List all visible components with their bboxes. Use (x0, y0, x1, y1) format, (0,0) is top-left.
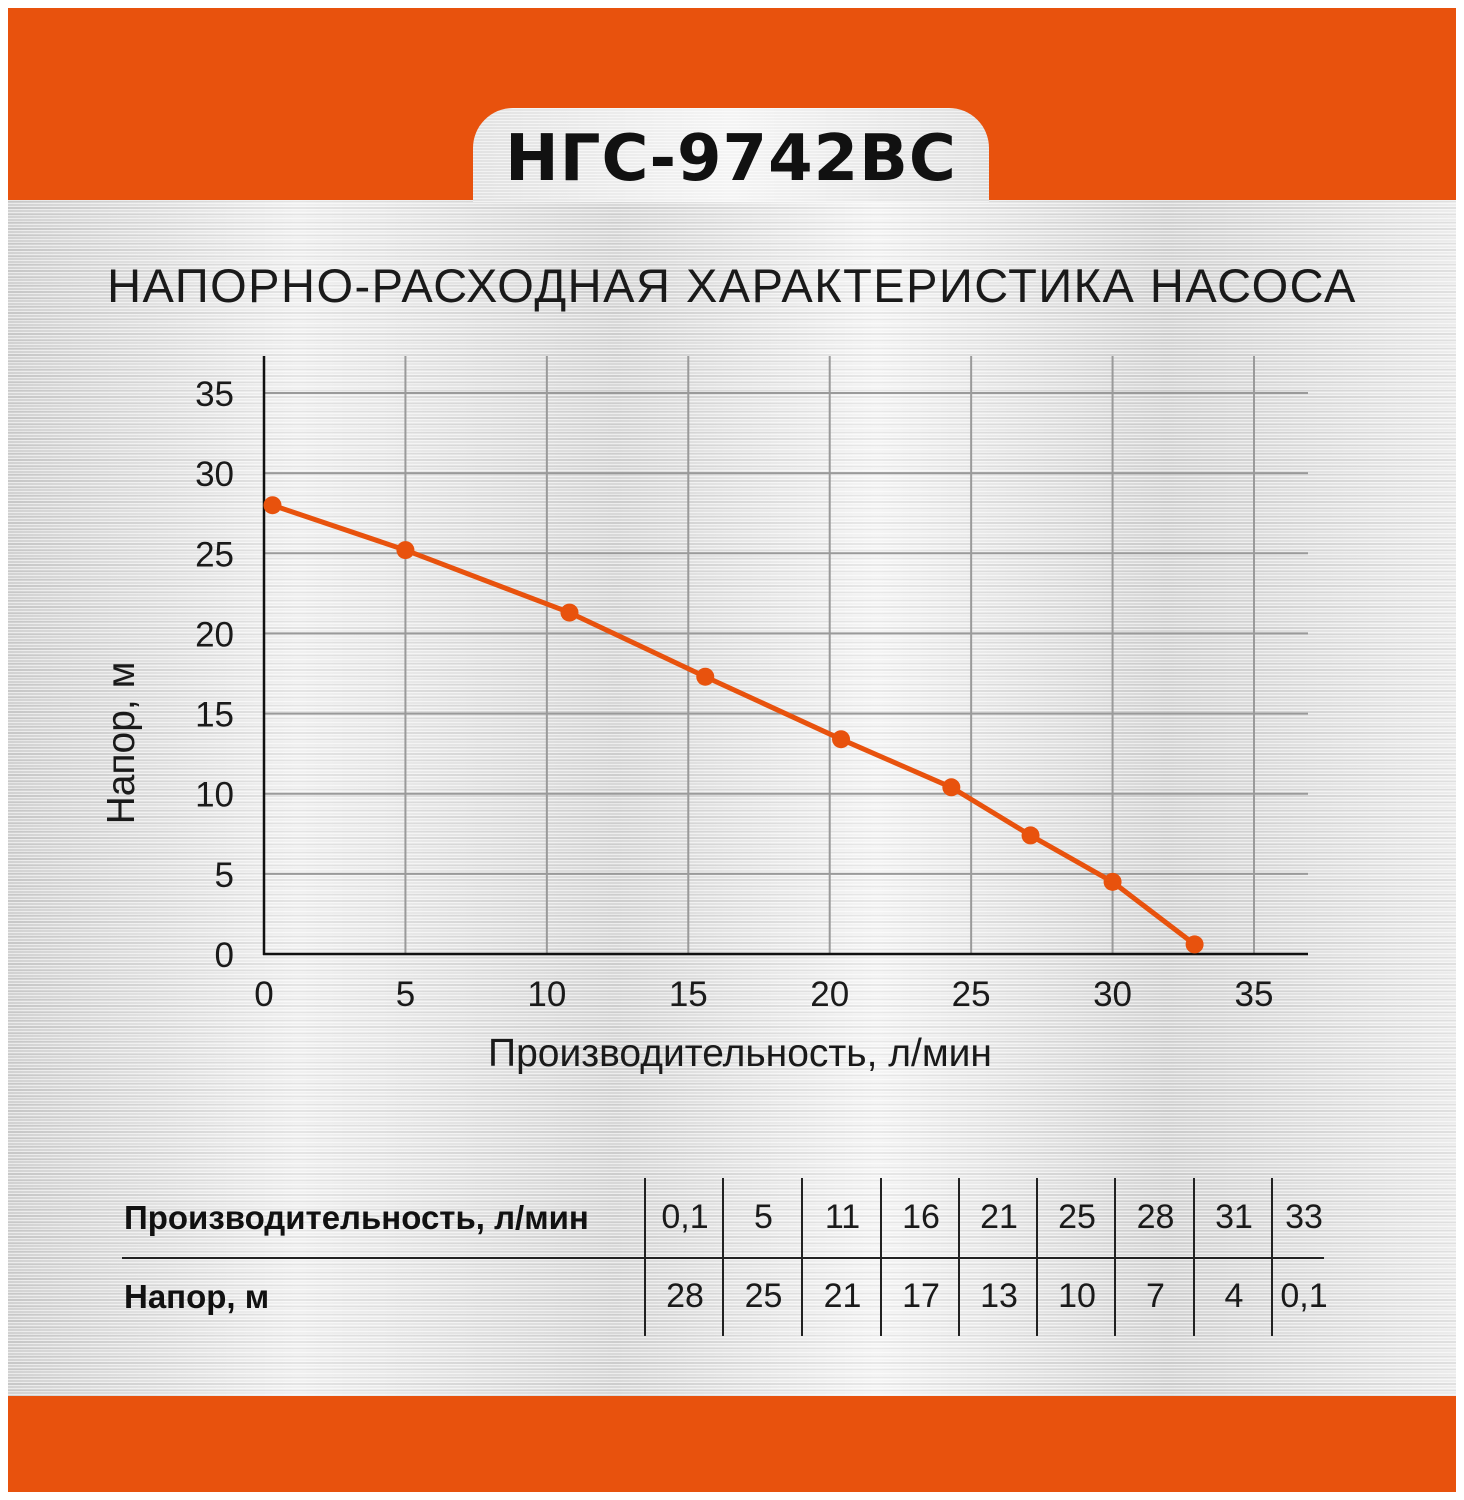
x-tick-label: 35 (1234, 975, 1274, 1014)
data-point (396, 541, 414, 559)
x-tick-label: 15 (668, 975, 708, 1014)
x-tick-label: 20 (810, 975, 850, 1014)
table-cell-head: 0,1 (1280, 1277, 1328, 1315)
row-header-flow: Производительность, л/мин (124, 1199, 589, 1236)
table-cell-flow: 28 (1136, 1198, 1175, 1236)
table-column-divider (801, 1178, 803, 1336)
grid-lines (264, 356, 1308, 954)
table-cell-head: 25 (744, 1277, 783, 1315)
table-column-divider (1271, 1178, 1273, 1336)
data-point (560, 604, 578, 622)
y-tick-label: 35 (195, 375, 234, 414)
table-column-divider (1193, 1178, 1195, 1336)
data-point (1022, 826, 1040, 844)
data-point (263, 496, 281, 514)
table-cell-head: 28 (666, 1277, 704, 1315)
table-column-divider (880, 1178, 882, 1336)
table-cell-flow: 16 (902, 1198, 940, 1236)
table-cell-head: 7 (1146, 1277, 1165, 1315)
y-tick-label: 5 (214, 855, 234, 895)
y-tick-label: 30 (195, 455, 234, 495)
x-axis-label: Производительность, л/мин (488, 1032, 992, 1075)
y-tick-label: 0 (214, 936, 234, 975)
table-cell-flow: 31 (1215, 1198, 1253, 1236)
table-cell-flow: 0,1 (661, 1198, 709, 1236)
y-tick-label: 15 (195, 695, 234, 735)
data-point (1186, 935, 1204, 953)
x-tick-label: 5 (395, 975, 416, 1014)
y-tick-labels (195, 375, 234, 975)
table-cell-head: 4 (1224, 1277, 1244, 1315)
table-row-head (122, 1257, 1332, 1336)
x-tick-label: 10 (527, 975, 567, 1014)
table-cell-head: 10 (1058, 1277, 1096, 1315)
data-point (942, 778, 960, 796)
x-tick-label: 30 (1093, 975, 1133, 1014)
table-cell-flow: 25 (1058, 1198, 1096, 1236)
table-row-flow (122, 1178, 1332, 1257)
table-cell-flow: 11 (824, 1198, 861, 1236)
y-axis-label: Напор, м (100, 661, 143, 825)
performance-table (122, 1178, 1332, 1336)
table-column-divider (644, 1178, 646, 1336)
y-tick-label: 10 (195, 775, 234, 815)
model-name: НГС-9742ВС (505, 122, 957, 196)
y-tick-label: 20 (195, 615, 234, 655)
chart-title: НАПОРНО-РАСХОДНАЯ ХАРАКТЕРИСТИКА НАСОСА (107, 259, 1357, 312)
y-tick-label: 25 (195, 535, 234, 575)
series-line (273, 505, 1195, 944)
data-point (832, 730, 850, 748)
table-cell-head: 21 (823, 1277, 862, 1315)
row-header-head: Напор, м (124, 1278, 270, 1315)
data-point (696, 668, 714, 686)
x-tick-label: 25 (951, 975, 991, 1014)
table-column-divider (1114, 1178, 1116, 1336)
x-tick-label: 0 (254, 975, 274, 1014)
data-point (1104, 873, 1122, 891)
x-tick-labels (254, 975, 1273, 1014)
table-cell-head: 17 (902, 1277, 940, 1315)
table-cell-flow: 33 (1285, 1198, 1323, 1236)
table-column-divider (1036, 1178, 1038, 1336)
table-cell-flow: 21 (980, 1198, 1018, 1236)
table-cell-head: 13 (980, 1277, 1018, 1315)
bottom-orange-bar (8, 1396, 1456, 1492)
table-cell-flow: 5 (754, 1198, 773, 1236)
axes (263, 356, 1308, 955)
table-column-divider (958, 1178, 960, 1336)
table-column-divider (722, 1178, 724, 1336)
